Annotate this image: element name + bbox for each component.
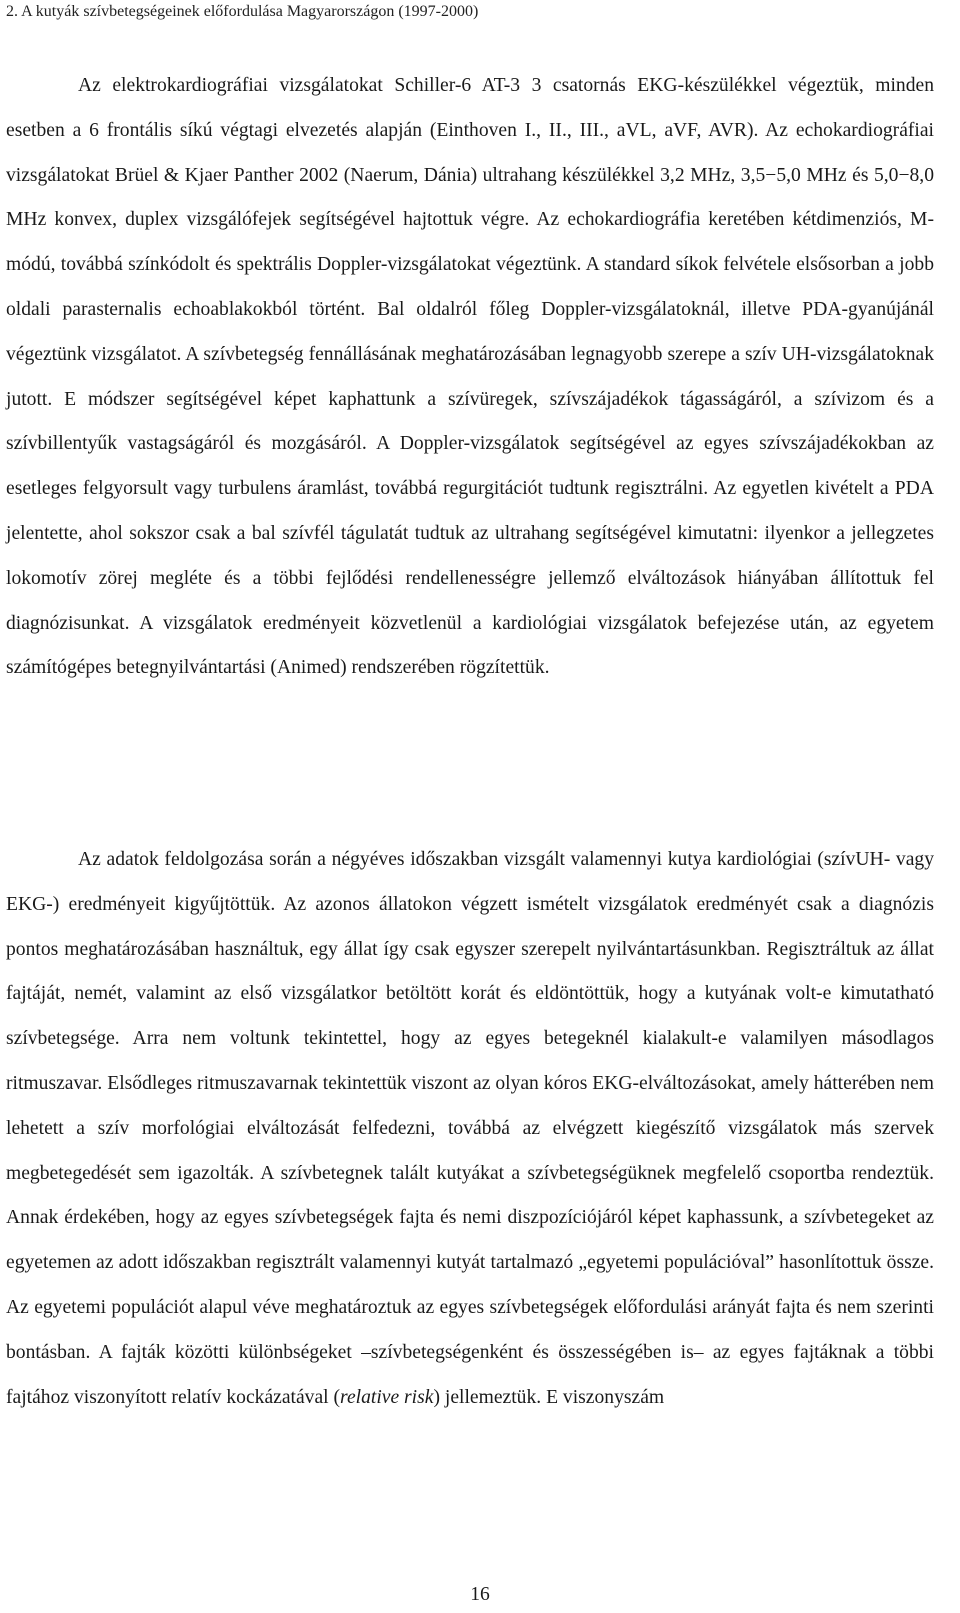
paragraph-methods-equipment: Az elektrokardiográfiai vizsgálatokat Schiller-6 AT-3 3 csatornás EKG-készülékkel végeztük, minden esetben a 6 frontális síkú végtagi elvezetés alapján (Einthoven I., II., III., aVL, aVF, AVR). Az echokardiográfiai vizsgálatokat Brüel & Kjaer Panther 2002 (Naerum, Dánia) ultrahang készülékkel 3,2 MHz, 3,5−5,0 MHz és 5,0−8,0 MHz konvex, duplex vizsgálófejek segítségével hajtottuk végre. Az echokardiográfia keretében kétdimenziós, M-módú, továbbá színkódolt és spektrális Doppler-vizsgálatokat végeztünk. A standard síkok felvétele elsősorban a jobb oldali parasternalis echoablakokból történt. Bal oldalról főleg Doppler-vizsgálatoknál, illetve PDA-gyanújánál végeztünk vizsgálatot. A szívbetegség fennállásának meghatározásában legnagyobb szerepe a szív UH-vizsgálatoknak jutott. E módszer segítségével képet kaphattunk a szívüregek, szívszájadékok tágasságáról, a szívizom és a szívbillentyűk vastagságáról és mozgásáról. A Doppler-vizsgálatok segítségével az egyes szívszájadékokban az esetleges felgyorsult vagy turbulens áramlást, továbbá regurgitációt tudtunk regisztrálni. Az egyetlen kivételt a PDA jelentette, ahol sokszor csak a bal szívfél tágulatát tudtuk az ultrahang segítségével kimutatni: ilyenkor a jellegzetes lokomotív zörej megléte és a többi fejlődési rendellenességre jellemző elváltozások hiányában állítottuk fel diagnózisunkat. A vizsgálatok eredményeit közvetlenül a kardiológiai vizsgálatok befejezése után, az egyetem számítógépes betegnyilvántartási (Animed) rendszerében rögzítettük. [6, 75, 934, 679]
page-number: 16 [470, 1584, 490, 1605]
paragraph-text-part: Az adatok feldolgozása során a négyéves időszakban vizsgált valamennyi kutya kardiológiai (szívUH- vagy EKG-) eredményeit kigyűjtöttük. Az azonos állatokon végzett ismételt vizsgálatok eredményét csak a diagnózis pontos meghatározásában használtuk, egy állat így csak egyszer szerepelt nyilvántartásunkban. Regisztráltuk az állat fajtáját, nemét, valamint az első vizsgálatkor betöltött korát és eldöntöttük, hogy a kutyának volt-e kimutatható szívbetegsége. Arra nem voltunk tekintettel, hogy az egyes betegeknél kialakult-e valamilyen másodlagos ritmuszavar. Elsődleges ritmuszavarnak tekintettük viszont az olyan kóros EKG-elváltozásokat, amely hátterében nem lehetett a szív morfológiai elváltozását felfedezni, továbbá az elvégzett kiegészítő vizsgálatok más szervek megbetegedését sem igazolták. A szívbetegnek talált kutyákat a szívbetegségüknek megfelelő csoportba rendeztük. Annak érdekében, hogy az egyes szívbetegségek fajta és nemi diszpozíciójáról képet kaphassunk, a szívbetegeket az egyetemen az adott időszakban regisztrált valamennyi kutyát tartalmazó „egyetemi populációval” hasonlítottuk össze. Az egyetemi populációt alapul véve meghatároztuk az egyes szívbetegségek előfordulási arányát fajta és nem szerinti bontásban. A fajták közötti különbségeket –szívbetegségenként és összességében is– az egyes fajtáknak a többi fajtához viszonyított relatív kockázatával ( [6, 849, 934, 1408]
paragraph-text-part: ) jellemeztük. E viszonyszám [433, 1386, 665, 1408]
running-header: 2. A kutyák szívbetegségeinek előfordulása Magyarországon (1997-2000) [6, 3, 479, 20]
paragraph-data-processing [6, 838, 934, 1420]
italic-term: relative risk [340, 1386, 434, 1408]
